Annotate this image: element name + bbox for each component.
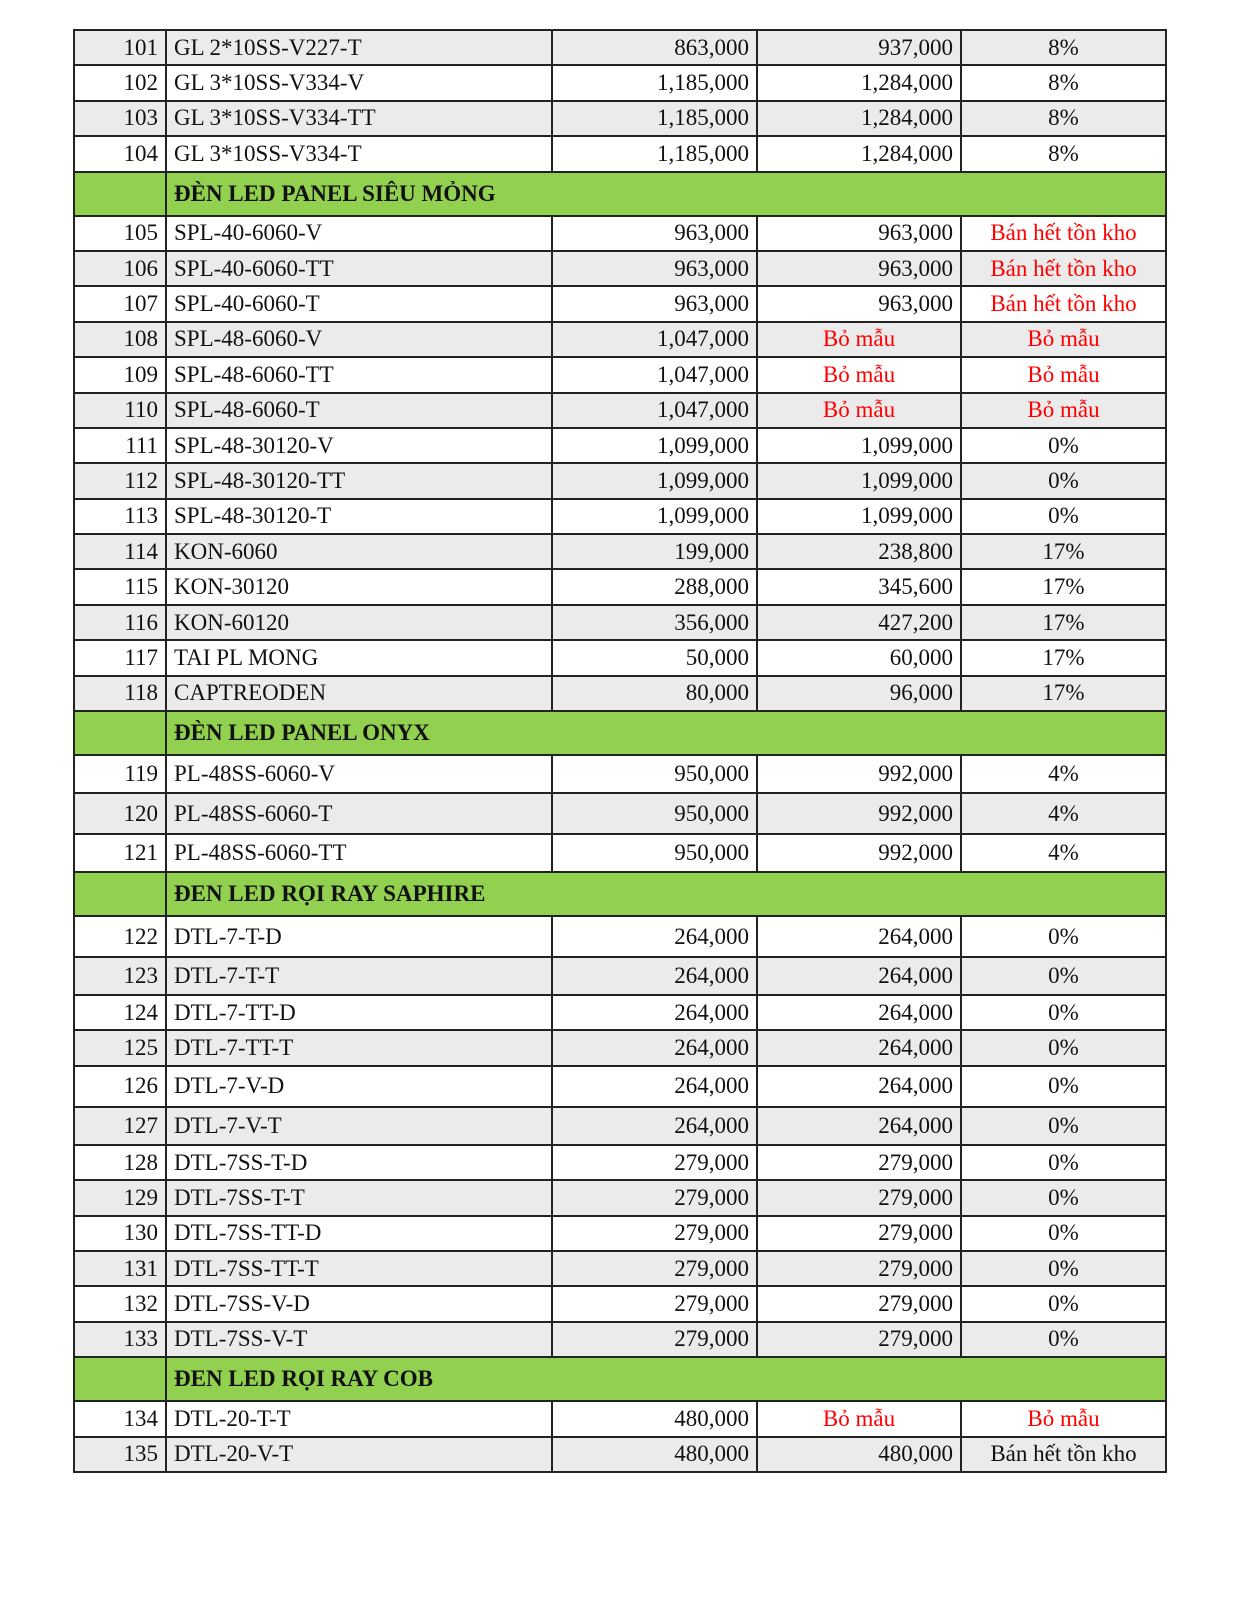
table-row (74, 1322, 1166, 1357)
table-row (74, 286, 1166, 321)
product-code: DTL-7-V-T (166, 1107, 552, 1145)
price-after-vat: 963,000 (757, 251, 961, 286)
price-table-body (74, 30, 1166, 1472)
vat-percent: Bỏ mẫu (961, 322, 1166, 357)
price-after-vat: 427,200 (757, 605, 961, 640)
price-after-vat: 963,000 (757, 216, 961, 251)
table-row (74, 676, 1166, 711)
price-before-vat: 279,000 (552, 1286, 757, 1321)
price-after-vat: 937,000 (757, 30, 961, 65)
price-after-vat: 279,000 (757, 1322, 961, 1357)
product-code: CAPTREODEN (166, 676, 552, 711)
item-number: 128 (74, 1145, 166, 1180)
price-table (73, 29, 1167, 1473)
product-code: SPL-40-6060-T (166, 286, 552, 321)
table-row (74, 1066, 1166, 1107)
price-after-vat: 1,099,000 (757, 499, 961, 534)
price-before-vat: 264,000 (552, 1107, 757, 1145)
price-after-vat: Bỏ mẫu (757, 1401, 961, 1436)
price-before-vat: 1,099,000 (552, 428, 757, 463)
vat-percent: 0% (961, 1180, 1166, 1215)
product-code: DTL-7SS-TT-D (166, 1216, 552, 1251)
vat-percent: Bán hết tồn kho (961, 1437, 1166, 1472)
vat-percent: 0% (961, 499, 1166, 534)
price-after-vat: 264,000 (757, 995, 961, 1030)
item-number: 131 (74, 1251, 166, 1286)
table-row (74, 1180, 1166, 1215)
price-before-vat: 264,000 (552, 957, 757, 995)
price-after-vat: 1,099,000 (757, 428, 961, 463)
price-after-vat: 1,284,000 (757, 65, 961, 100)
price-before-vat: 1,047,000 (552, 357, 757, 392)
price-before-vat: 1,099,000 (552, 463, 757, 498)
price-after-vat: 264,000 (757, 1066, 961, 1107)
product-code: GL 3*10SS-V334-TT (166, 101, 552, 136)
price-before-vat: 1,047,000 (552, 322, 757, 357)
item-number: 115 (74, 569, 166, 604)
vat-percent: 4% (961, 755, 1166, 793)
price-after-vat: Bỏ mẫu (757, 357, 961, 392)
product-code: SPL-48-6060-T (166, 393, 552, 428)
product-code: DTL-7SS-T-T (166, 1180, 552, 1215)
table-row (74, 393, 1166, 428)
item-number: 121 (74, 834, 166, 872)
price-after-vat: 480,000 (757, 1437, 961, 1472)
price-before-vat: 264,000 (552, 1066, 757, 1107)
price-after-vat: 1,284,000 (757, 136, 961, 171)
table-row (74, 569, 1166, 604)
product-code: KON-60120 (166, 605, 552, 640)
vat-percent: 0% (961, 1066, 1166, 1107)
price-before-vat: 963,000 (552, 251, 757, 286)
price-before-vat: 863,000 (552, 30, 757, 65)
table-row (74, 1107, 1166, 1145)
item-number: 113 (74, 499, 166, 534)
table-row (74, 755, 1166, 793)
vat-percent: 0% (961, 1030, 1166, 1065)
item-number: 112 (74, 463, 166, 498)
price-before-vat: 963,000 (552, 286, 757, 321)
table-row (74, 834, 1166, 872)
section-title: ĐÈN LED PANEL SIÊU MỎNG (166, 172, 1166, 216)
product-code: SPL-48-6060-V (166, 322, 552, 357)
product-code: DTL-7SS-T-D (166, 1145, 552, 1180)
product-code: GL 3*10SS-V334-T (166, 136, 552, 171)
table-row (74, 1401, 1166, 1436)
vat-percent: 0% (961, 957, 1166, 995)
table-row (74, 534, 1166, 569)
table-row (74, 65, 1166, 100)
price-after-vat: 279,000 (757, 1286, 961, 1321)
product-code: DTL-7SS-TT-T (166, 1251, 552, 1286)
product-code: KON-6060 (166, 534, 552, 569)
table-row (74, 322, 1166, 357)
price-before-vat: 356,000 (552, 605, 757, 640)
product-code: DTL-7-TT-D (166, 995, 552, 1030)
price-after-vat: Bỏ mẫu (757, 322, 961, 357)
price-after-vat: 279,000 (757, 1216, 961, 1251)
product-code: DTL-7-T-T (166, 957, 552, 995)
table-row (74, 1251, 1166, 1286)
product-code: SPL-48-30120-V (166, 428, 552, 463)
price-after-vat: 264,000 (757, 957, 961, 995)
product-code: SPL-40-6060-V (166, 216, 552, 251)
vat-percent: Bán hết tồn kho (961, 251, 1166, 286)
vat-percent: 4% (961, 793, 1166, 834)
item-number: 102 (74, 65, 166, 100)
item-number: 106 (74, 251, 166, 286)
product-code: SPL-48-30120-TT (166, 463, 552, 498)
price-after-vat: 345,600 (757, 569, 961, 604)
item-number: 110 (74, 393, 166, 428)
price-before-vat: 279,000 (552, 1322, 757, 1357)
table-row (74, 428, 1166, 463)
section-no-cell (74, 172, 166, 216)
product-code: TAI PL MONG (166, 640, 552, 675)
vat-percent: 17% (961, 640, 1166, 675)
table-row (74, 1437, 1166, 1472)
section-header-row (74, 711, 1166, 755)
product-code: DTL-7-V-D (166, 1066, 552, 1107)
section-title: ĐEN LED RỌI RAY COB (166, 1357, 1166, 1401)
vat-percent: 17% (961, 605, 1166, 640)
price-after-vat: 992,000 (757, 834, 961, 872)
price-after-vat: Bỏ mẫu (757, 393, 961, 428)
section-title: ĐEN LED RỌI RAY SAPHIRE (166, 872, 1166, 916)
section-header-row (74, 172, 1166, 216)
vat-percent: 17% (961, 569, 1166, 604)
item-number: 125 (74, 1030, 166, 1065)
price-after-vat: 279,000 (757, 1145, 961, 1180)
table-row (74, 1145, 1166, 1180)
table-row (74, 30, 1166, 65)
vat-percent: Bán hết tồn kho (961, 216, 1166, 251)
table-row (74, 357, 1166, 392)
item-number: 133 (74, 1322, 166, 1357)
vat-percent: 0% (961, 995, 1166, 1030)
table-row (74, 101, 1166, 136)
section-no-cell (74, 1357, 166, 1401)
section-header-row (74, 872, 1166, 916)
price-before-vat: 279,000 (552, 1251, 757, 1286)
item-number: 132 (74, 1286, 166, 1321)
product-code: DTL-7SS-V-T (166, 1322, 552, 1357)
vat-percent: Bỏ mẫu (961, 1401, 1166, 1436)
table-row (74, 136, 1166, 171)
price-before-vat: 963,000 (552, 216, 757, 251)
item-number: 122 (74, 916, 166, 957)
item-number: 111 (74, 428, 166, 463)
item-number: 124 (74, 995, 166, 1030)
section-title: ĐÈN LED PANEL ONYX (166, 711, 1166, 755)
product-code: PL-48SS-6060-TT (166, 834, 552, 872)
price-before-vat: 279,000 (552, 1216, 757, 1251)
price-before-vat: 1,047,000 (552, 393, 757, 428)
price-before-vat: 950,000 (552, 793, 757, 834)
item-number: 119 (74, 755, 166, 793)
vat-percent: 8% (961, 30, 1166, 65)
item-number: 108 (74, 322, 166, 357)
price-before-vat: 950,000 (552, 834, 757, 872)
table-row (74, 995, 1166, 1030)
price-after-vat: 963,000 (757, 286, 961, 321)
vat-percent: 17% (961, 534, 1166, 569)
price-after-vat: 279,000 (757, 1180, 961, 1215)
product-code: DTL-7-TT-T (166, 1030, 552, 1065)
price-after-vat: 1,284,000 (757, 101, 961, 136)
product-code: SPL-48-30120-T (166, 499, 552, 534)
item-number: 123 (74, 957, 166, 995)
product-code: PL-48SS-6060-V (166, 755, 552, 793)
product-code: SPL-40-6060-TT (166, 251, 552, 286)
product-code: DTL-20-V-T (166, 1437, 552, 1472)
table-row (74, 251, 1166, 286)
price-after-vat: 264,000 (757, 1107, 961, 1145)
price-after-vat: 264,000 (757, 1030, 961, 1065)
vat-percent: 8% (961, 136, 1166, 171)
price-before-vat: 50,000 (552, 640, 757, 675)
vat-percent: Bán hết tồn kho (961, 286, 1166, 321)
price-before-vat: 279,000 (552, 1180, 757, 1215)
item-number: 118 (74, 676, 166, 711)
price-after-vat: 60,000 (757, 640, 961, 675)
vat-percent: 0% (961, 463, 1166, 498)
product-code: PL-48SS-6060-T (166, 793, 552, 834)
price-before-vat: 1,185,000 (552, 101, 757, 136)
price-before-vat: 1,185,000 (552, 136, 757, 171)
item-number: 120 (74, 793, 166, 834)
vat-percent: Bỏ mẫu (961, 393, 1166, 428)
section-no-cell (74, 872, 166, 916)
vat-percent: 8% (961, 101, 1166, 136)
vat-percent: 0% (961, 1107, 1166, 1145)
table-row (74, 1286, 1166, 1321)
vat-percent: 17% (961, 676, 1166, 711)
price-after-vat: 96,000 (757, 676, 961, 711)
price-after-vat: 992,000 (757, 793, 961, 834)
product-code: GL 3*10SS-V334-V (166, 65, 552, 100)
product-code: SPL-48-6060-TT (166, 357, 552, 392)
table-row (74, 216, 1166, 251)
vat-percent: 0% (961, 1145, 1166, 1180)
item-number: 105 (74, 216, 166, 251)
vat-percent: 0% (961, 1286, 1166, 1321)
table-row (74, 793, 1166, 834)
table-row (74, 916, 1166, 957)
price-after-vat: 238,800 (757, 534, 961, 569)
price-before-vat: 264,000 (552, 916, 757, 957)
table-row (74, 463, 1166, 498)
vat-percent: 0% (961, 1251, 1166, 1286)
item-number: 134 (74, 1401, 166, 1436)
price-before-vat: 480,000 (552, 1401, 757, 1436)
table-row (74, 957, 1166, 995)
table-row (74, 605, 1166, 640)
price-after-vat: 992,000 (757, 755, 961, 793)
item-number: 127 (74, 1107, 166, 1145)
table-row (74, 1216, 1166, 1251)
price-before-vat: 950,000 (552, 755, 757, 793)
price-before-vat: 264,000 (552, 1030, 757, 1065)
product-code: DTL-20-T-T (166, 1401, 552, 1436)
item-number: 114 (74, 534, 166, 569)
item-number: 107 (74, 286, 166, 321)
item-number: 104 (74, 136, 166, 171)
item-number: 135 (74, 1437, 166, 1472)
item-number: 109 (74, 357, 166, 392)
item-number: 116 (74, 605, 166, 640)
vat-percent: 0% (961, 428, 1166, 463)
item-number: 103 (74, 101, 166, 136)
table-row (74, 640, 1166, 675)
price-before-vat: 1,099,000 (552, 499, 757, 534)
price-before-vat: 288,000 (552, 569, 757, 604)
item-number: 129 (74, 1180, 166, 1215)
price-before-vat: 1,185,000 (552, 65, 757, 100)
vat-percent: 0% (961, 1322, 1166, 1357)
item-number: 101 (74, 30, 166, 65)
price-after-vat: 279,000 (757, 1251, 961, 1286)
vat-percent: Bỏ mẫu (961, 357, 1166, 392)
section-header-row (74, 1357, 1166, 1401)
table-row (74, 499, 1166, 534)
price-after-vat: 264,000 (757, 916, 961, 957)
price-before-vat: 279,000 (552, 1145, 757, 1180)
item-number: 130 (74, 1216, 166, 1251)
vat-percent: 4% (961, 834, 1166, 872)
product-code: DTL-7-T-D (166, 916, 552, 957)
vat-percent: 0% (961, 916, 1166, 957)
price-before-vat: 264,000 (552, 995, 757, 1030)
price-before-vat: 480,000 (552, 1437, 757, 1472)
product-code: GL 2*10SS-V227-T (166, 30, 552, 65)
price-after-vat: 1,099,000 (757, 463, 961, 498)
section-no-cell (74, 711, 166, 755)
price-before-vat: 80,000 (552, 676, 757, 711)
table-row (74, 1030, 1166, 1065)
product-code: DTL-7SS-V-D (166, 1286, 552, 1321)
vat-percent: 0% (961, 1216, 1166, 1251)
item-number: 117 (74, 640, 166, 675)
vat-percent: 8% (961, 65, 1166, 100)
price-before-vat: 199,000 (552, 534, 757, 569)
item-number: 126 (74, 1066, 166, 1107)
product-code: KON-30120 (166, 569, 552, 604)
